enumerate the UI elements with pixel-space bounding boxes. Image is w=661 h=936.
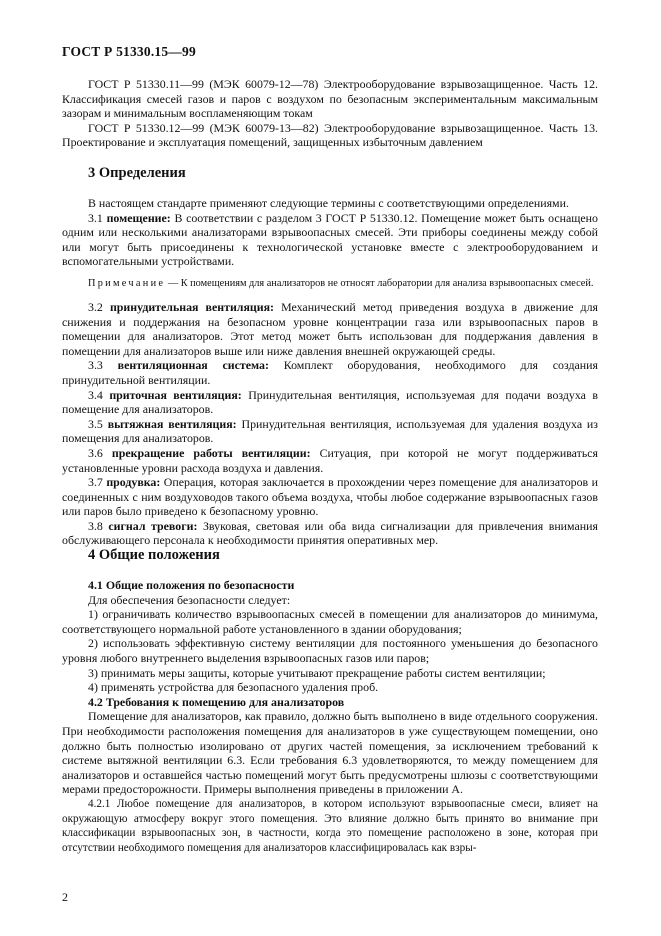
definition-number: 3.2 bbox=[88, 299, 103, 314]
note bbox=[62, 277, 598, 290]
definition-3-2 bbox=[62, 300, 598, 358]
definition-text: Принудительная вентиляция, используемая для подачи воздуха в помещение для анализаторов. bbox=[62, 387, 598, 417]
section-3-title: 3 Определения bbox=[88, 165, 186, 181]
definition-3-3 bbox=[62, 358, 598, 387]
definition-term: вентиляционная система: bbox=[117, 358, 269, 373]
definition-number: 3.4 bbox=[88, 387, 103, 402]
definition-3-5 bbox=[62, 417, 598, 446]
definition-term: принудительная вентиляция: bbox=[109, 299, 275, 314]
reference-item: ГОСТ Р 51330.11—99 (МЭК 60079-12—78) Электрооборудование взрывозащищенное. Часть 12. Классификация смесей газов и паров с воздухом по безопасным экспериментальным максимальным зазорам и минимальным воспламеняющим токам bbox=[62, 77, 598, 121]
definition-3-6 bbox=[62, 446, 598, 475]
definition-term: прекращение работы вентиляции: bbox=[111, 445, 311, 460]
subsection-4-1-title: 4.1 Общие положения по безопасности bbox=[88, 578, 295, 592]
definition-3-7 bbox=[62, 475, 598, 519]
definition-text: Комплект оборудования, необходимого для создания принудительной вентиляции. bbox=[62, 358, 598, 387]
reference-item: ГОСТ Р 51330.12—99 (МЭК 60079-13—82) Электрооборудование взрывозащищенное. Часть 13. Проектирование и эксплуатация помещений, защищенных избыточным давлением bbox=[62, 120, 598, 150]
definition-3-4 bbox=[62, 388, 598, 417]
paragraph-4-2: Помещение для анализаторов, как правило, должно быть выполнено в виде отдельного сооружения. При необходимости расположения помещения для анализаторов в уже существующем помещении, оно должно быть полностью изолировано от других частей помещения, за исключением требований к системе вытяжной вентиляции 6.3. Если требования 6.3 удовлетворяются, то между помещением для анализаторов и оставшейся частью помещений могут быть предусмотрены шлюзы с соответствующими мерами предосторожности. Примеры выполнения приведены в приложении А. bbox=[62, 709, 598, 797]
normative-references bbox=[62, 77, 598, 150]
list-item: 4) применять устройства для безопасного удаления проб. bbox=[88, 680, 379, 695]
section-3-intro: В настоящем стандарте применяют следующие термины с соответствующими определениями. bbox=[88, 196, 569, 210]
definition-term: вытяжная вентиляция: bbox=[107, 416, 237, 431]
definition-3-8 bbox=[62, 519, 598, 548]
paragraph-4-2-1: 4.2.1 Любое помещение для анализаторов, в котором используют взрывоопасные смеси, влияет на окружающую атмосферу вокруг этого помещения. Это влияние должно быть принято во внимание при классификации взрывоопасных зон, в частности, когда это помещение расположено в зоне, которая при отсутствии необходимого помещения для анализаторов классифицировалась как взры- bbox=[62, 797, 598, 854]
definition-text: Принудительная вентиляция, используемая для удаления воздуха из помещения для анализаторов. bbox=[62, 416, 598, 446]
note-label: Примечание bbox=[88, 277, 166, 289]
definition-number: 3.7 bbox=[88, 475, 103, 490]
page-number: 2 bbox=[62, 890, 68, 904]
definition-text: Механический метод приведения воздуха в движение для снижения и поддержания на безопасном уровне концентрации газа или взрывоопасных паров в помещении для анализаторов. Этот метод может быть использован для поддержания давления в помещении для анализаторов выше или ниже давления внешней окружающей среды. bbox=[62, 299, 598, 358]
definition-3-1 bbox=[62, 211, 598, 269]
list-item: 2) использовать эффективную систему вентиляции для постоянного уменьшения до безопасного уровня любого внутреннего выделения взрывоопасных газов или паров; bbox=[62, 636, 598, 665]
definition-term: сигнал тревоги: bbox=[108, 518, 198, 533]
definition-text: Ситуация, при которой не могут поддерживаться установленные уровни расхода воздуха и давления. bbox=[62, 445, 599, 475]
definition-term: помещение: bbox=[106, 210, 171, 225]
safety-intro: Для обеспечения безопасности следует: bbox=[88, 592, 291, 607]
definition-number: 3.3 bbox=[88, 358, 103, 373]
list-item: 1) ограничивать количество взрывоопасных смесей в помещении для анализаторов до минимума, соответствующего нормальной работе установленного в здании оборудования; bbox=[62, 607, 598, 636]
definition-text: Операция, которая заключается в прохождении через помещение для анализаторов и соединенных с ним воздуховодов такого объема воздуха, чтобы любое содержание взрывоопасных газов или паров было приведено к безопасному уровню. bbox=[62, 475, 598, 519]
definition-number: 3.1 bbox=[88, 210, 103, 225]
note-text: — К помещениям для анализаторов не относят лаборатории для анализа взрывоопасных смесей. bbox=[167, 277, 594, 289]
definition-number: 3.5 bbox=[88, 416, 103, 431]
subsection-4-2-title: 4.2 Требования к помещению для анализаторов bbox=[88, 694, 345, 709]
definition-term: приточная вентиляция: bbox=[109, 387, 242, 402]
section-4-body bbox=[62, 578, 598, 855]
definition-text: Звуковая, световая или оба вида сигнализации для привлечения внимания обслуживающего персонала к необходимости принятия оперативных мер. bbox=[62, 518, 598, 548]
document-code-header: ГОСТ Р 51330.15—99 bbox=[62, 44, 196, 59]
definition-number: 3.8 bbox=[88, 518, 103, 533]
section-3-body bbox=[62, 196, 598, 548]
definition-text: В соответствии с разделом 3 ГОСТ Р 51330.12. Помещение может быть оснащено одним или несколькими анализаторами взрывоопасных смесей. Эти приборы соединены между собой или могут быть присоединены к технологической установке вместе с электрооборудованием и вспомогательными устройствами. bbox=[62, 210, 598, 269]
definition-term: продувка: bbox=[106, 475, 161, 490]
definition-number: 3.6 bbox=[88, 445, 103, 460]
list-item: 3) принимать меры защиты, которые учитывают прекращение работы систем вентиляции; bbox=[88, 665, 546, 680]
section-4-title: 4 Общие положения bbox=[88, 547, 220, 563]
